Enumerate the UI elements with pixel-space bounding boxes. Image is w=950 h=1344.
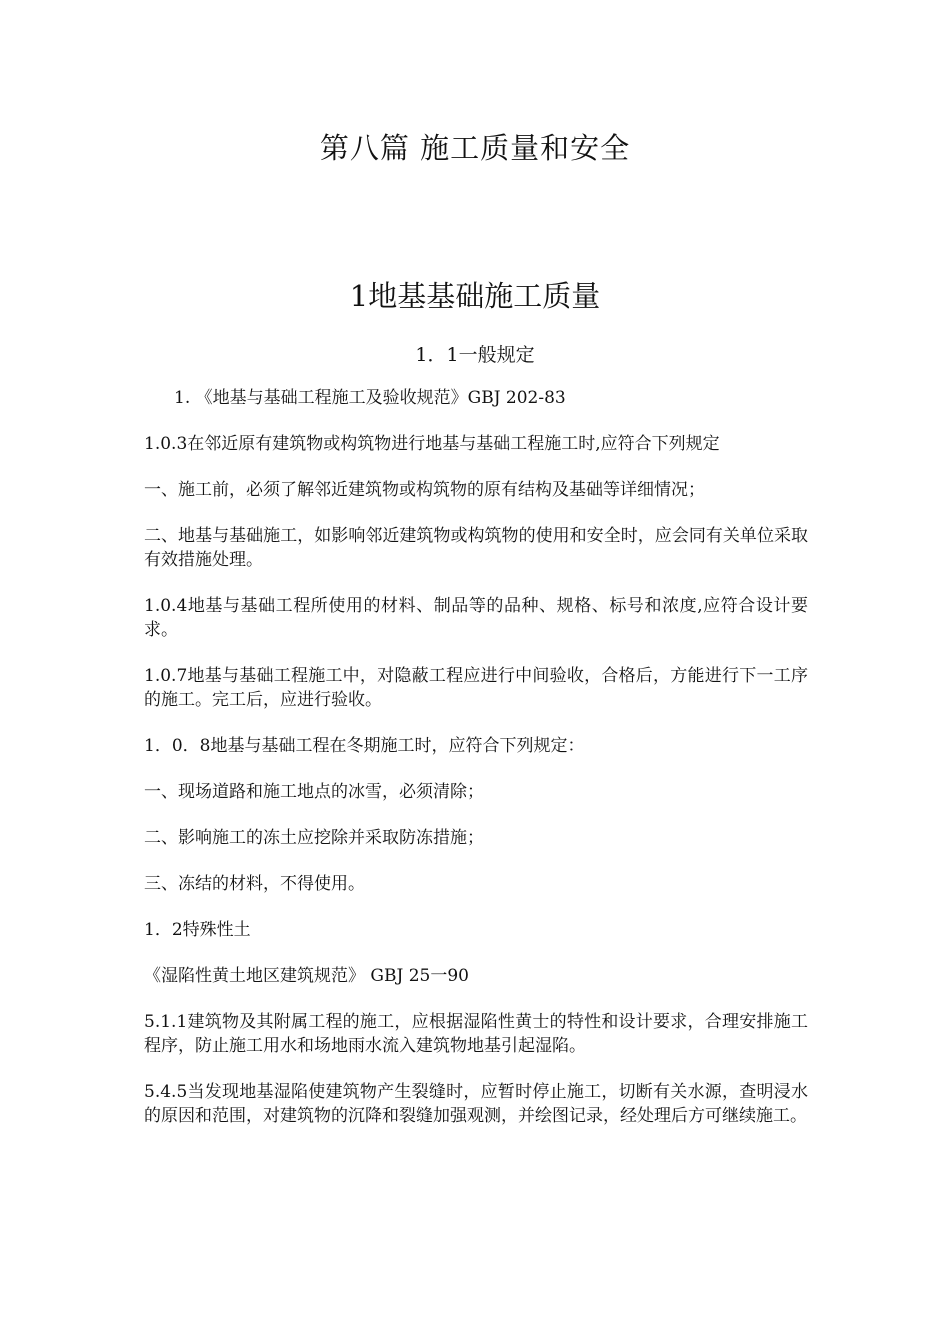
paragraph-winter-item-2: 二、影响施工的冻土应挖除并采取防冻措施； <box>144 828 484 848</box>
paragraph-clause-5-4-5: 5.4.5当发现地基湿陷使建筑物产生裂缝时，应暂时停止施工，切断有关水源，查明浸水的原因和范围，对建筑物的沉降和裂缝加强观测，并绘图记录，经处理后方可继续施工。 <box>144 1082 808 1126</box>
paragraph-clause-1-0-8: 1．0．8地基与基础工程在冬期施工时，应符合下列规定： <box>144 736 585 756</box>
paragraph-item-2: 二、地基与基础施工，如影响邻近建筑物或构筑物的使用和安全时，应会同有关单位采取有效措施处理。 <box>144 526 808 570</box>
paragraph-clause-1-0-7: 1.0.7地基与基础工程施工中，对隐蔽工程应进行中间验收，合格后，方能进行下一工序的施工。完工后，应进行验收。 <box>144 666 808 710</box>
paragraph-clause-5-1-1: 5.1.1建筑物及其附属工程的施工，应根据湿陷性黄士的特性和设计要求，合理安排施工程序，防止施工用水和场地雨水流入建筑物地基引起湿陷。 <box>144 1012 808 1056</box>
chapter-title: 1地基基础施工质量 <box>349 279 601 313</box>
paragraph-item-1: 一、施工前，必须了解邻近建筑物或构筑物的原有结构及基础等详细情况； <box>144 480 705 500</box>
paragraph-loess-code-reference: 《湿陷性黄土地区建筑规范》 GBJ 25一90 <box>144 966 469 986</box>
part-title: 第八篇 施工质量和安全 <box>319 131 631 165</box>
paragraph-winter-item-3: 三、冻结的材料，不得使用。 <box>144 874 365 894</box>
paragraph-standard-reference: 1. 《地基与基础工程施工及验收规范》GBJ 202-83 <box>174 388 566 408</box>
paragraph-clause-1-0-3: 1.0.3在邻近原有建筑物或构筑物进行地基与基础工程施工时,应符合下列规定 <box>144 434 720 454</box>
document-body <box>144 386 808 1150</box>
paragraph-section-1-2: 1．2特殊性土 <box>144 920 251 940</box>
paragraph-winter-item-1: 一、现场道路和施工地点的冰雪，必须清除； <box>144 782 484 802</box>
section-title: 1．1一般规定 <box>415 344 535 366</box>
paragraph-clause-1-0-4: 1.0.4地基与基础工程所使用的材料、制品等的品种、规格、标号和浓度,应符合设计要求。 <box>144 596 808 640</box>
